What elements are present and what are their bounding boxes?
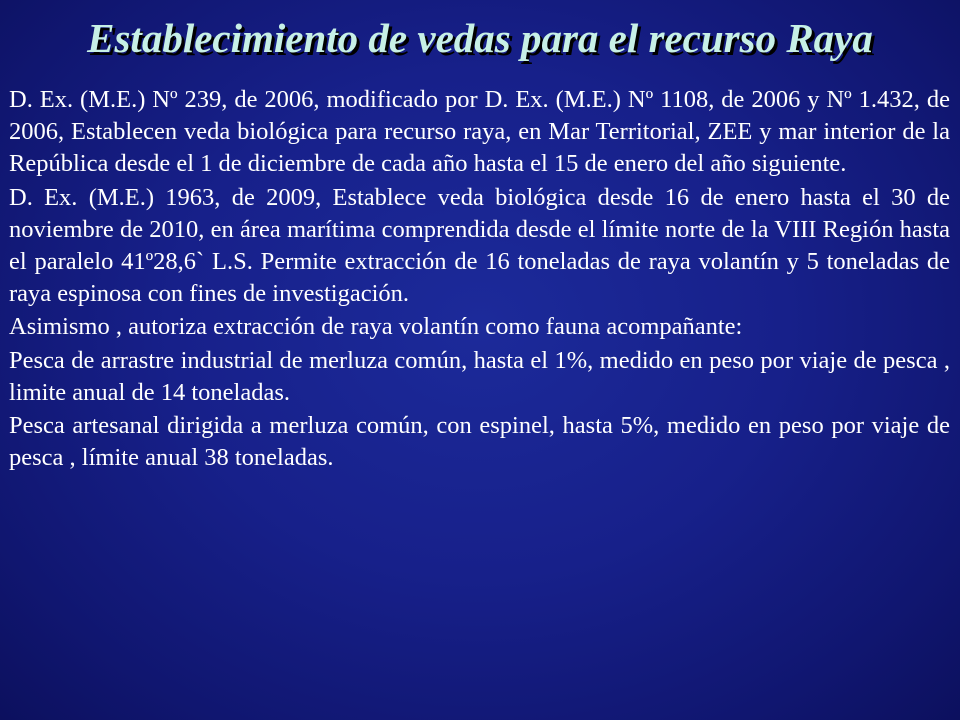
- paragraph-bycatch-authorization: Asimismo , autoriza extracción de raya volantín como fauna acompañante:: [9, 313, 743, 341]
- slide-title: Establecimiento de vedas para el recurso Raya: [87, 15, 873, 61]
- slide-body: [9, 84, 950, 475]
- paragraph-artisanal-longline: Pesca artesanal dirigida a merluza común, con espinel, hasta 5%, medido en peso por viaje de pesca , límite anual 38 toneladas.: [9, 412, 950, 472]
- paragraph-industrial-trawl: Pesca de arrastre industrial de merluza común, hasta el 1%, medido en peso por viaje de pesca , limite anual de 14 toneladas.: [9, 346, 950, 406]
- paragraph-decree-1963: D. Ex. (M.E.) 1963, de 2009, Establece veda biológica desde 16 de enero hasta el 30 de noviembre de 2010, en área marítima comprendida desde el límite norte de la VIII Región hasta el paralelo 41º28,6` L.S. Permite extracción de 16 toneladas de raya volantín y 5 toneladas de raya espinosa con fines de investigación.: [9, 183, 950, 308]
- paragraph-decree-239: D. Ex. (M.E.) Nº 239, de 2006, modificado por D. Ex. (M.E.) Nº 1108, de 2006 y Nº 1.432, de 2006, Establecen veda biológica para recurso raya, en Mar Territorial, ZEE y mar interior de la República desde el 1 de diciembre de cada año hasta el 15 de enero del año siguiente.: [9, 86, 950, 178]
